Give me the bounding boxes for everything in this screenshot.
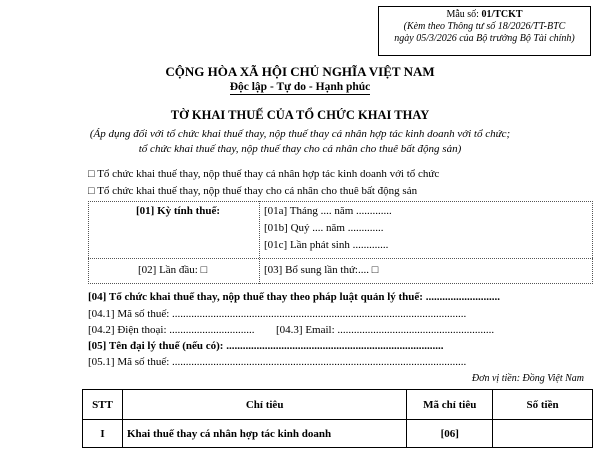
country-name: CỘNG HÒA XÃ HỘI CHỦ NGHĨA VIỆT NAM [165, 64, 435, 79]
header-indicator: Chỉ tiêu [122, 390, 406, 420]
grid-divider-horizontal [88, 258, 593, 259]
section-04-1-tax-code[interactable]: [04.1] Mã số thuế: ........................................................................................................... [88, 308, 467, 320]
form-code: Mẫu số: 01/TCKT [446, 9, 523, 20]
grid-divider-vertical [259, 201, 260, 284]
row-indicator-code: [06] [407, 420, 493, 448]
section-04-3-email[interactable]: [04.3] Email: ......................................................... [276, 324, 495, 336]
tax-period-month[interactable]: [01a] Tháng .... năm ............. [264, 205, 392, 217]
section-05-tax-agent[interactable]: [05] Tên đại lý thuế (nếu có): ............................................................................... [88, 340, 444, 352]
form-reference-line-1: (Kèm theo Thông tư số 18/2026/TT-BTC [403, 21, 566, 32]
document-title: TỜ KHAI THUẾ CỦA TỔ CHỨC KHAI THAY [170, 108, 430, 122]
header-stt: STT [83, 390, 123, 420]
row-amount[interactable] [493, 420, 593, 448]
section-05-1-tax-code[interactable]: [05.1] Mã số thuế: ........................................................................................................... [88, 356, 467, 368]
form-reference-line-2: ngày 05/3/2026 của Bộ trưởng Bộ Tài chính) [394, 33, 575, 44]
first-time-checkbox[interactable]: [02] Lần đầu: □ [138, 264, 208, 276]
section-04-organization[interactable]: [04] Tổ chức khai thuế thay, nộp thuế thay theo pháp luật quản lý thuế: ........................... [88, 291, 500, 303]
header-amount: Số tiền [493, 390, 593, 420]
row-stt: I [83, 420, 123, 448]
table-row [83, 420, 593, 448]
tax-period-quarter[interactable]: [01b] Quý .... năm ............. [264, 222, 384, 234]
option-checkbox-real-estate-lease[interactable]: □ Tổ chức khai thuế thay, nộp thuế thay cho cá nhân cho thuê bất động sản [88, 185, 418, 197]
supplement-checkbox[interactable]: [03] Bổ sung lần thứ:.... □ [264, 264, 379, 276]
national-motto: Độc lập - Tự do - Hạnh phúc [229, 81, 371, 93]
tax-table [82, 389, 593, 448]
header-indicator-code: Mã chỉ tiêu [407, 390, 493, 420]
row-indicator: Khai thuế thay cá nhân hợp tác kinh doanh [122, 420, 406, 448]
applicability-note: (Áp dụng đối với tổ chức khai thuế thay, nộp thuế thay cá nhân hợp tác kinh doanh với tổ chức; tổ chức khai thuế thay, nộp thuế thay cho cá nhân cho thuê bất động sản) [89, 128, 511, 155]
form-number-box [378, 6, 591, 56]
tax-period-arising[interactable]: [01c] Lần phát sinh ............. [264, 239, 389, 251]
table-header-row [83, 390, 593, 420]
tax-period-label: [01] Kỳ tính thuế: [136, 205, 221, 217]
section-04-2-phone[interactable]: [04.2] Điện thoại: ............................... [88, 324, 255, 336]
currency-note: Đơn vị tiền: Đồng Việt Nam [471, 373, 584, 384]
option-checkbox-business-cooperation[interactable]: □ Tổ chức khai thuế thay, nộp thuế thay cá nhân hợp tác kinh doanh với tổ chức [88, 168, 440, 180]
